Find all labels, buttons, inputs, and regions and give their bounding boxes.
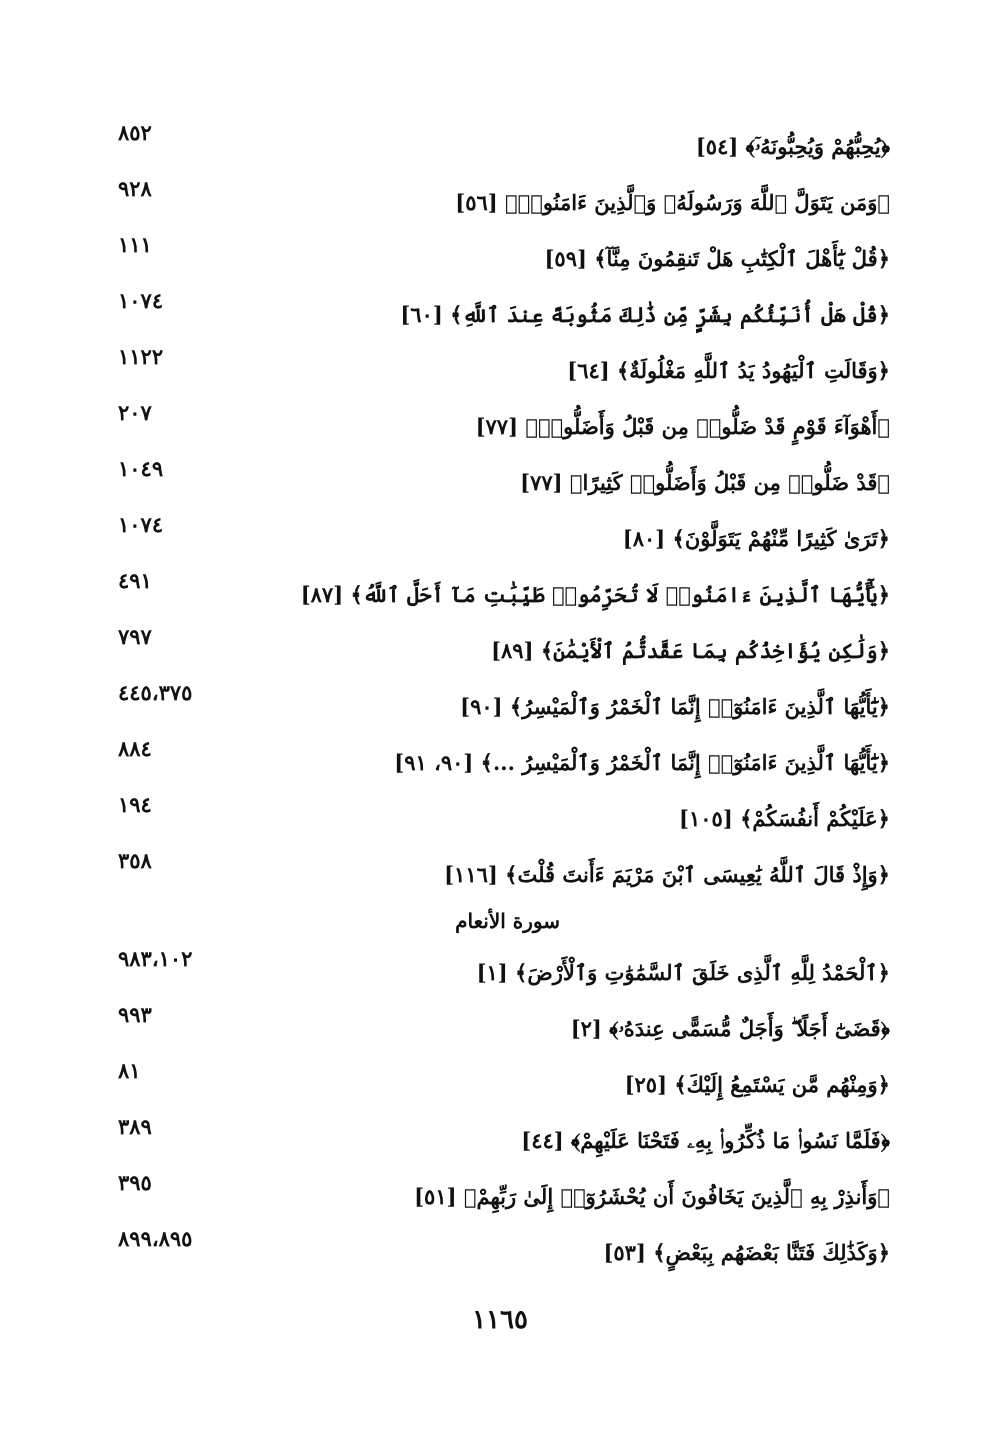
index-row [100,1112,890,1168]
page-references: ٩٩٣ [118,1002,152,1027]
page-references: ٣٩٥ [118,1170,152,1195]
verse-text: ﴿فَلَمَّا نَسُوا۟ مَا ذُكِّرُوا۟ بِهِۦ فَتَحْنَا عَلَيْهِمْ﴾ [٤٤] [521,1128,890,1153]
page-references: ٣٥٨ [118,848,152,873]
verse-text: ﴿وَمَن يَتَوَلَّ ٱللَّهَ وَرَسُولَهُۥ وَٱلَّذِينَ ءَامَنُوا۟﴾ [٥٦] [455,190,890,215]
verse-reference: [٥٣] [603,1240,646,1265]
verse-text: ﴿قَضَىٰٓ أَجَلًا ۖ وَأَجَلٌ مُّسَمًّى عِندَهُۥ﴾ [٢] [570,1016,890,1041]
verse-text: ﴿يَٰٓأَيُّهَا ٱلَّذِينَ ءَامَنُوا۟ لَا تُحَرِّمُوا۟ طَيِّبَٰتِ مَآ أَحَلَّ ٱللَّهُ﴾ [٨٧] [300,582,890,607]
index-row [100,944,890,1000]
index-row [100,1000,890,1056]
verse-reference: [١١٦] [444,862,498,887]
verse-reference: [٧٧] [520,470,563,495]
index-row [100,342,890,398]
page-references: ١٠٧٤ [118,512,164,537]
index-row [100,510,890,566]
page-references: ٨١ [118,1058,141,1083]
index-row [100,454,890,510]
verse-reference: [٦٤] [567,358,610,383]
page-references: ١٠٧٤ [118,288,164,313]
verse-reference: [٥٩] [544,246,587,271]
index-row [100,286,890,342]
page-references: ٩٢٨ [118,176,152,201]
page-references: ١١٢٢ [118,344,164,369]
index-row [100,846,890,902]
index-row [100,678,890,734]
page-references: ٣٨٩ [118,1114,152,1139]
verse-text: ﴿وَأَنذِرْ بِهِ ٱلَّذِينَ يَخَافُونَ أَن يُحْشَرُوٓا۟ إِلَىٰ رَبِّهِمْ﴾ [٥١] [414,1184,890,1209]
page-references: ٨٩٩،٨٩٥ [118,1226,193,1251]
verse-reference: [١٠٥] [679,806,733,831]
verse-text: ﴿ٱلْحَمْدُ لِلَّهِ ٱلَّذِى خَلَقَ ٱلسَّمَٰوَٰتِ وَٱلْأَرْضَ﴾ [١] [476,960,890,985]
verse-reference: [٧٧] [475,414,519,439]
index-row [100,790,890,846]
page-references: ٨٥٢ [118,120,152,145]
index-row [100,1056,890,1112]
index-row [100,566,890,622]
verse-text: ﴿يُحِبُّهُمْ وَيُحِبُّونَهُۥٓ﴾ [٥٤] [695,134,890,159]
page-references: ٨٨٤ [118,736,152,761]
verse-reference: [٥١] [414,1184,457,1209]
page-references: ٤٩١ [118,568,152,593]
page-references: ١١١ [118,232,152,257]
verse-text: ﴿وَقَالَتِ ٱلْيَهُودُ يَدُ ٱللَّهِ مَغْلُولَةٌ﴾ [٦٤] [567,358,890,383]
verse-text: ﴿يَٰٓأَيُّهَا ٱلَّذِينَ ءَامَنُوٓا۟ إِنَّمَا ٱلْخَمْرُ وَٱلْمَيْسِرُ ...﴾ [٩٠، ٩١] [394,750,890,775]
verse-reference: [٨٠] [622,526,666,551]
page-references: ٢٠٧ [118,400,152,425]
surah-title: سورة الأنعام [455,909,560,933]
index-row [100,1168,890,1224]
verse-reference: [١] [476,960,508,985]
page-number: ١١٦٥ [472,1305,528,1335]
verse-reference: [٩٠، ٩١] [394,750,474,775]
verse-text: ﴿قُلْ هَلْ أُنَبِّئُكُم بِشَرٍّ مِّن ذَٰلِكَ مَثُوبَةً عِندَ ٱللَّهِ﴾ [٦٠] [400,302,890,327]
index-row [100,230,890,286]
index-row [100,118,890,174]
page-references: ٩٨٣،١٠٢ [118,946,193,971]
page-references: ٤٤٥،٣٧٥ [118,680,193,705]
verse-reference: [٥٦] [455,190,498,215]
page-references: ٧٩٧ [118,624,152,649]
verse-index-list [100,118,890,1280]
verse-reference: [٨٧] [300,582,344,607]
index-row [100,1224,890,1280]
verse-reference: [٥٤] [695,134,739,159]
verse-text: ﴿أَهْوَآءَ قَوْمٍ قَدْ ضَلُّوا۟ مِن قَبْلُ وَأَضَلُّوا۟﴾ [٧٧] [475,414,890,439]
verse-reference: [٤٤] [521,1128,564,1153]
verse-reference: [٨٩] [491,638,534,663]
verse-text: ﴿تَرَىٰ كَثِيرًا مِّنْهُمْ يَتَوَلَّوْنَ﴾ [٨٠] [622,526,890,551]
verse-text: ﴿وَمِنْهُم مَّن يَسْتَمِعُ إِلَيْكَ﴾ [٢٥] [624,1072,890,1097]
index-row [100,398,890,454]
verse-reference: [٦٠] [400,302,443,327]
surah-heading [100,902,890,944]
verse-text: ﴿عَلَيْكُمْ أَنفُسَكُمْ﴾ [١٠٥] [679,806,890,831]
verse-reference: [٢٥] [624,1072,668,1097]
verse-text: ﴿وَلَٰكِن يُؤَاخِذُكُم بِمَا عَقَّدتُّمُ ٱلْأَيْمَٰنَ﴾ [٨٩] [491,638,890,663]
verse-reference: [٢] [570,1016,602,1041]
verse-reference: [٩٠] [460,694,503,719]
page-references: ١٩٤ [118,792,152,817]
page-references: ١٠٤٩ [118,456,164,481]
verse-text: ﴿وَإِذْ قَالَ ٱللَّهُ يَٰعِيسَى ٱبْنَ مَرْيَمَ ءَأَنتَ قُلْتَ﴾ [١١٦] [444,862,890,887]
index-row [100,622,890,678]
verse-text: ﴿قُلْ يَٰٓأَهْلَ ٱلْكِتَٰبِ هَلْ تَنقِمُونَ مِنَّآ﴾ [٥٩] [544,246,890,271]
verse-text: ﴿يَٰٓأَيُّهَا ٱلَّذِينَ ءَامَنُوٓا۟ إِنَّمَا ٱلْخَمْرُ وَٱلْمَيْسِرُ﴾ [٩٠] [460,694,890,719]
index-row [100,734,890,790]
verse-text: ﴿قَدْ ضَلُّوا۟ مِن قَبْلُ وَأَضَلُّوا۟ كَثِيرًا﴾ [٧٧] [520,470,890,495]
verse-text: ﴿وَكَذَٰلِكَ فَتَنَّا بَعْضَهُم بِبَعْضٍ﴾ [٥٣] [603,1240,890,1265]
index-row [100,174,890,230]
